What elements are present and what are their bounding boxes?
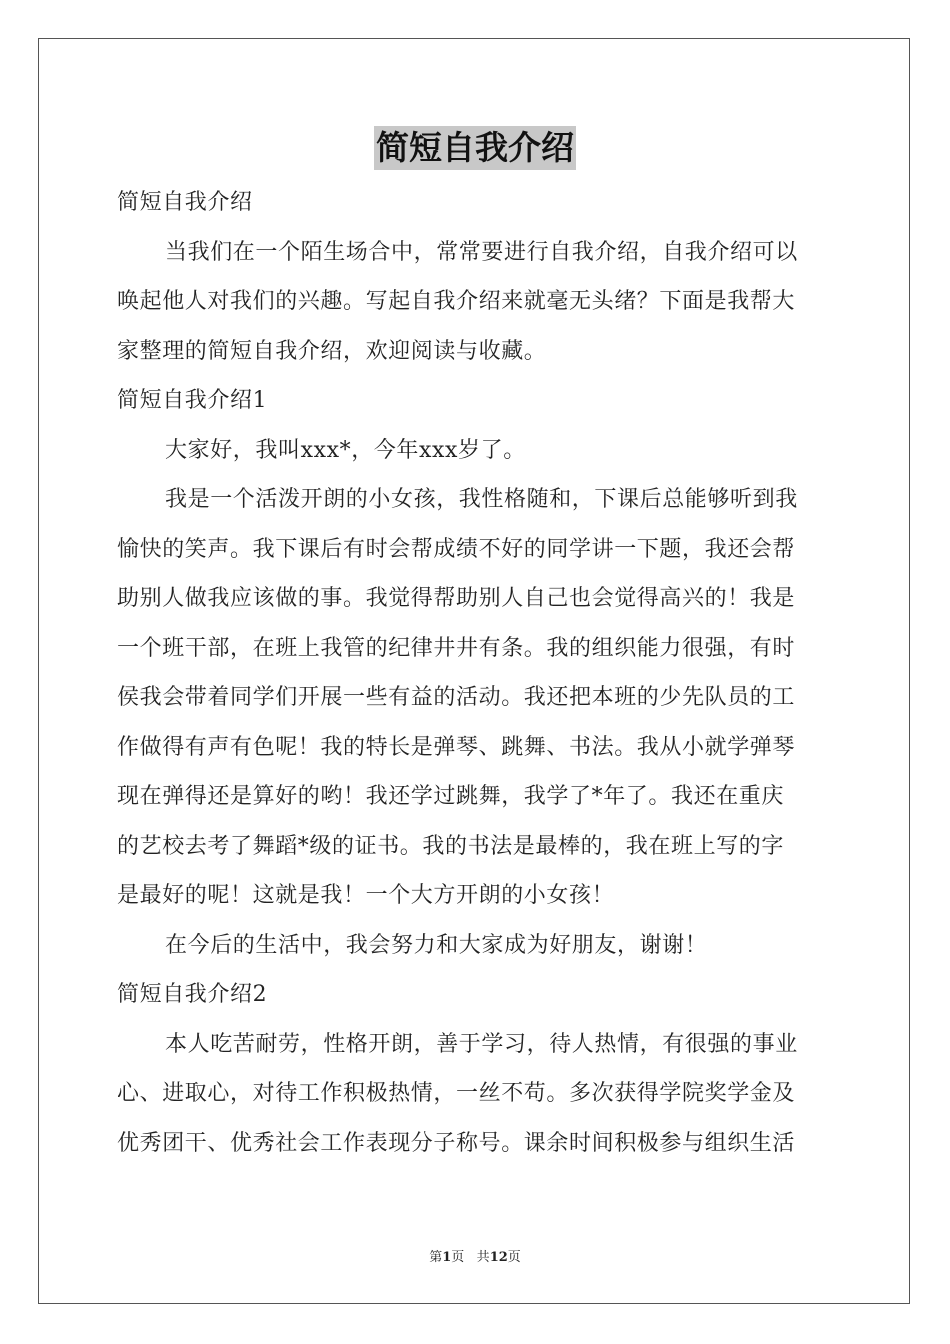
text-line: 家整理的简短自我介绍，欢迎阅读与收藏。: [117, 338, 547, 364]
total-label-prefix: 共: [476, 1250, 490, 1265]
total-pages: 12: [489, 1250, 508, 1265]
page-label-suffix: 页: [451, 1250, 465, 1265]
text-line: 当我们在一个陌生场合中，常常要进行自我介绍，自我介绍可以: [165, 239, 798, 265]
title-container: [0, 126, 950, 170]
text-line: 是最好的呢！这就是我！一个大方开朗的小女孩！: [117, 883, 615, 908]
document-title: 简短自我介绍: [374, 126, 576, 170]
text-line: 的艺校去考了舞蹈*级的证书。我的书法是最棒的，我在班上写的字: [117, 833, 785, 859]
text-line: 在今后的生活中，我会努力和大家成为好朋友，谢谢！: [165, 932, 708, 958]
text-line: 优秀团干、优秀社会工作表现分子称号。课余时间积极参与组织生活: [117, 1130, 796, 1156]
text-line: 现在弹得还是算好的哟！我还学过跳舞，我学了*年了。我还在重庆: [117, 784, 785, 809]
text-line: 简短自我介绍1: [117, 388, 268, 413]
document-body: [117, 178, 837, 1168]
text-line: 简短自我介绍: [117, 190, 253, 215]
text-line: 作做得有声有色呢！我的特长是弹琴、跳舞、书法。我从小就学弹琴: [117, 734, 796, 760]
page-number: 1: [442, 1250, 452, 1265]
text-line: 侯我会带着同学们开展一些有益的活动。我还把本班的少先队员的工: [117, 685, 796, 710]
text-line: 一个班干部，在班上我管的纪律井井有条。我的组织能力很强，有时: [117, 635, 796, 661]
text-line: 大家好，我叫xxx*，今年xxx岁了。: [165, 437, 526, 463]
total-label-suffix: 页: [507, 1250, 521, 1265]
text-line: 简短自我介绍2: [117, 982, 268, 1007]
text-line: 唤起他人对我们的兴趣。写起自我介绍来就毫无头绪？下面是我帮大: [117, 289, 796, 314]
text-line: 本人吃苦耐劳，性格开朗，善于学习，待人热情，有很强的事业: [165, 1031, 798, 1057]
text-line: 心、进取心，对待工作积极热情，一丝不苟。多次获得学院奖学金及: [117, 1081, 796, 1106]
page-footer: [0, 1246, 950, 1265]
text-line: 愉快的笑声。我下课后有时会帮成绩不好的同学讲一下题，我还会帮: [117, 536, 796, 562]
page-label-prefix: 第: [429, 1250, 443, 1265]
text-line: 助别人做我应该做的事。我觉得帮助别人自己也会觉得高兴的！我是: [117, 586, 796, 611]
text-line: 我是一个活泼开朗的小女孩，我性格随和，下课后总能够听到我: [165, 487, 798, 512]
